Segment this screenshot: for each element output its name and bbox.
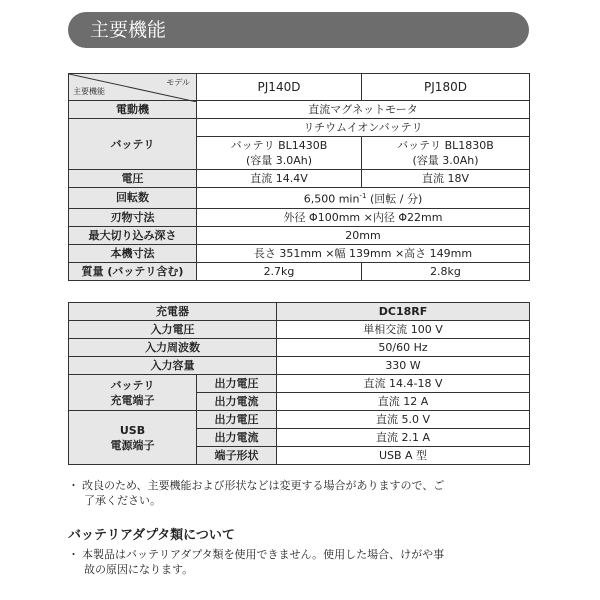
bullet: ・ [68, 479, 79, 492]
cell-value: 直流 14.4-18 V [277, 375, 530, 393]
row-label [69, 375, 197, 411]
note-text: 故の原因になります。 [84, 563, 194, 576]
page-title-banner [68, 12, 529, 48]
sub-label: 出力電圧 [197, 411, 277, 429]
table-row [69, 188, 530, 209]
model-header: PJ140D [197, 74, 362, 101]
battery-capacity: (容量 3.0Ah) [245, 154, 313, 167]
row-label: バッテリ [69, 119, 197, 170]
row-label: 本機寸法 [69, 244, 197, 262]
usb-terminal-label: 電源端子 [110, 438, 155, 452]
table-row [69, 208, 530, 226]
spec-table [68, 73, 530, 281]
cell-value [197, 137, 362, 170]
table-row [69, 321, 530, 339]
row-label: 電動機 [69, 101, 197, 119]
note-text: 改良のため、主要機能および形状などは変更する場合がありますので、ご [82, 479, 445, 492]
row-label: 最大切り込み深さ [69, 226, 197, 244]
cell-value [362, 137, 530, 170]
cell-value: 20mm [197, 226, 530, 244]
row-label: 電圧 [69, 170, 197, 188]
cell-value: USB A 型 [277, 447, 530, 465]
row-label: 入力容量 [69, 357, 277, 375]
sub-label: 出力電流 [197, 393, 277, 411]
row-label [69, 411, 197, 465]
cell-value: 直流 5.0 V [277, 411, 530, 429]
cell-value: 2.8kg [362, 262, 530, 280]
table-row [69, 170, 530, 188]
row-label: 入力電圧 [69, 321, 277, 339]
row-label: 回転数 [69, 188, 197, 209]
row-label: 刃物寸法 [69, 208, 197, 226]
battery-model: バッテリ BL1430B [230, 139, 328, 152]
table-row [69, 226, 530, 244]
cell-value: 直流 18V [362, 170, 530, 188]
bullet: ・ [68, 548, 79, 561]
corner-model-label: モデル [166, 78, 190, 87]
charger-model: DC18RF [277, 303, 530, 321]
cell-value: リチウムイオンバッテリ [197, 119, 530, 137]
cell-value: 外径 Φ100mm ×内径 Φ22mm [197, 208, 530, 226]
note-adapter-warning [68, 547, 529, 577]
table-row [69, 244, 530, 262]
table-row [69, 357, 530, 375]
cell-value: 直流マグネットモータ [197, 101, 530, 119]
rpm-sup: -1 [359, 192, 367, 200]
cell-value: 単相交流 100 V [277, 321, 530, 339]
model-header: PJ180D [362, 74, 530, 101]
usb-terminal-label: USB [119, 423, 146, 437]
rpm-unit: (回転 / 分) [369, 192, 423, 206]
battery-model: バッテリ BL1830B [397, 139, 494, 152]
cell-value: 直流 12 A [277, 393, 530, 411]
row-label: 質量 (バッテリ含む) [69, 262, 197, 280]
cell-value: 直流 14.4V [197, 170, 362, 188]
note-text: 了承ください。 [84, 494, 161, 507]
table-row [69, 339, 530, 357]
corner-feature-label: 主要機能 [73, 87, 105, 96]
table-row [69, 262, 530, 280]
cell-value: 50/60 Hz [277, 339, 530, 357]
corner-cell [69, 74, 197, 101]
battery-capacity: (容量 3.0Ah) [412, 154, 479, 167]
table-row [69, 411, 530, 429]
row-label: 入力周波数 [69, 339, 277, 357]
sub-label: 出力電圧 [197, 375, 277, 393]
battery-terminal-label: バッテリ [110, 378, 155, 392]
cell-value [197, 188, 530, 209]
table-row [69, 303, 530, 321]
table-row [69, 119, 530, 137]
cell-value: 長さ 351mm ×幅 139mm ×高さ 149mm [197, 244, 530, 262]
sub-label: 出力電流 [197, 429, 277, 447]
table-row [69, 101, 530, 119]
cell-value: 330 W [277, 357, 530, 375]
note-text: 本製品はバッテリアダプタ類を使用できません。使用した場合、けがや事 [82, 548, 445, 561]
cell-value: 直流 2.1 A [277, 429, 530, 447]
rpm-value: 6,500 min [303, 192, 360, 206]
note-change-notice [68, 478, 529, 508]
charger-table [68, 302, 530, 465]
sub-label: 端子形状 [197, 447, 277, 465]
page-title: 主要機能 [90, 19, 167, 41]
cell-value: 2.7kg [197, 262, 362, 280]
row-label: 充電器 [69, 303, 277, 321]
table-row [69, 375, 530, 393]
section-title: バッテリアダプタ類について [68, 528, 235, 543]
table-row [69, 74, 530, 101]
battery-terminal-label: 充電端子 [110, 393, 155, 407]
